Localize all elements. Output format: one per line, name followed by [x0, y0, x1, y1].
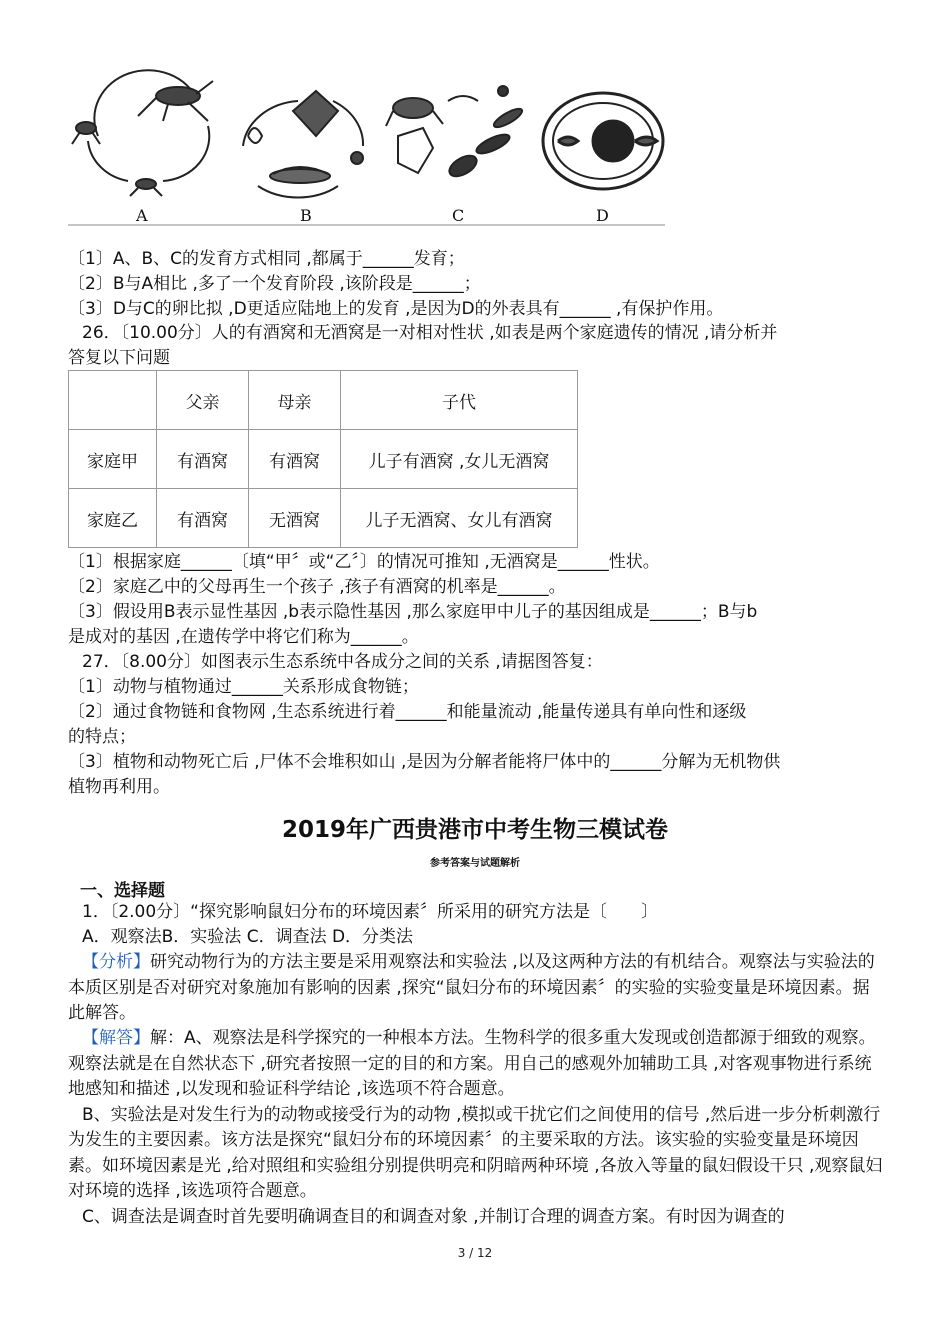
q25-item-1: 〔1〕A、B、C的发育方式相同 ,都属于______发育；	[68, 249, 465, 269]
q27-item-1: 〔1〕动物与植物通过______关系形成食物链；	[68, 677, 419, 697]
q27-item-3: 〔3〕植物和动物死亡后 ,尸体不会堆积如山 ,是因为分解者能将尸体中的______分解为无机物供	[68, 752, 781, 772]
q26-item-2: 〔2〕家庭乙中的父母再生一个孩子 ,孩子有酒窝的机率是______。	[68, 577, 566, 597]
figure-label-c: C	[452, 206, 465, 225]
q27-item-2: 〔2〕通过食物链和食物网 ,生态系统进行着______和能量流动 ,能量传递具有单向性和逐级	[68, 702, 747, 722]
analysis-tag: 【分析】	[82, 952, 150, 972]
answer-q1-options: A．观察法B．实验法 C．调查法 D．分类法	[82, 927, 414, 947]
q27-intro: 27．〔8.00分〕如图表示生态系统中各成分之间的关系 ,请据图答复：	[82, 652, 603, 672]
q25-item-2: 〔2〕B与A相比 ,多了一个发育阶段 ,该阶段是______；	[68, 274, 481, 294]
solution-tag: 【解答】	[82, 1028, 150, 1048]
q25-item-3: 〔3〕D与C的卵比拟 ,D更适应陆地上的发育 ,是因为D的外表具有______ ,有保护作用。	[68, 299, 724, 319]
solution-text-a: 解：A、观察法是科学探究的一种根本方法。生物科学的很多重大发现或创造都源于细致的观察。观察法就是在自然状态下 ,研究者按照一定的目的和方案。用自己的感观外加辅助工具 ,对客观事物进行系统地感知和描述 ,以发现和验证科学结论 ,该选项不符合题意。	[68, 1028, 876, 1099]
frog-lifecycle-icon	[386, 86, 524, 180]
q27-item-3-cont: 植物再利用。	[68, 777, 170, 797]
q27-item-2-cont: 的特点；	[68, 727, 136, 747]
table-header-row	[69, 371, 578, 430]
butterfly-lifecycle-icon	[243, 91, 363, 197]
figure-label-a: A	[136, 206, 148, 225]
page-number: 3 / 12	[457, 1246, 493, 1260]
table-row	[69, 430, 578, 489]
table-cell: 家庭甲	[69, 430, 157, 489]
lifecycle-illustration	[68, 66, 665, 226]
table-cell: 儿子无酒窝、女儿有酒窝	[341, 489, 578, 548]
section-heading: 一、选择题	[80, 881, 165, 901]
figure-label-b: B	[300, 206, 312, 225]
table-cell: 儿子有酒窝 ,女儿无酒窝	[341, 430, 578, 489]
table-cell: 无酒窝	[249, 489, 341, 548]
solution-text-c: C、调查法是调查时首先要明确调查目的和调查对象 ,并制订合理的调查方案。有时因为调查的	[82, 1206, 785, 1227]
table-header: 父亲	[157, 371, 249, 430]
q26-item-3-cont: 是成对的基因 ,在遗传学中将它们称为______。	[68, 627, 419, 647]
answer-title: 2019年广西贵港市中考生物三模试卷	[281, 817, 668, 843]
heredity-table	[68, 370, 578, 548]
q26-item-3: 〔3〕假设用B表示显性基因 ,b表示隐性基因 ,那么家庭甲中儿子的基因组成是______；B与b	[68, 602, 758, 622]
lifecycle-figure	[68, 66, 665, 226]
table-cell: 有酒窝	[249, 430, 341, 489]
q26-intro: 26．〔10.00分〕人的有酒窝和无酒窝是一对相对性状 ,如表是两个家庭遗传的情况 ,请分析并	[82, 323, 778, 343]
table-header: 子代	[341, 371, 578, 430]
solution-text-b: B、实验法是对发生行为的动物或接受行为的动物 ,模拟或干扰它们之间使用的信号 ,然后进一步分析刺激行为发生的主要因素。该方法是探究“鼠妇分布的环境因素〞的主要采取的方法。该实验的实验变量是环境因素。如环境因素是光 ,给对照组和实验组分别提供明亮和阴暗两种环境 ,各放入等量的鼠妇假设干只 ,观察鼠妇对环境的选择 ,该选项符合题意。	[68, 1104, 883, 1201]
table-header	[69, 371, 157, 430]
grasshopper-lifecycle-icon	[72, 70, 213, 196]
analysis-paragraph	[68, 950, 883, 1027]
answer-subtitle: 参考答案与试题解析	[430, 858, 520, 869]
table-cell: 家庭乙	[69, 489, 157, 548]
table-cell: 有酒窝	[157, 430, 249, 489]
table-header: 母亲	[249, 371, 341, 430]
figure-label-d: D	[596, 206, 609, 225]
solution-paragraph	[68, 1026, 883, 1230]
answer-q1: 1．〔2.00分〕“探究影响鼠妇分布的环境因素〞所采用的研究方法是〔 〕	[82, 902, 658, 922]
egg-structure-icon	[543, 93, 663, 189]
table-cell: 有酒窝	[157, 489, 249, 548]
q26-intro-cont: 答复以下问题	[68, 348, 170, 368]
q26-item-1: 〔1〕根据家庭______〔填“甲〞或“乙〞〕的情况可推知 ,无酒窝是______性状。	[68, 552, 660, 572]
analysis-text: 研究动物行为的方法主要是采用观察法和实验法 ,以及这两种方法的有机结合。观察法与实验法的本质区别是否对研究对象施加有影响的因素 ,探究“鼠妇分布的环境因素〞的实验的实验变量是环境因素。据此解答。	[68, 952, 875, 1023]
table-row	[69, 489, 578, 548]
